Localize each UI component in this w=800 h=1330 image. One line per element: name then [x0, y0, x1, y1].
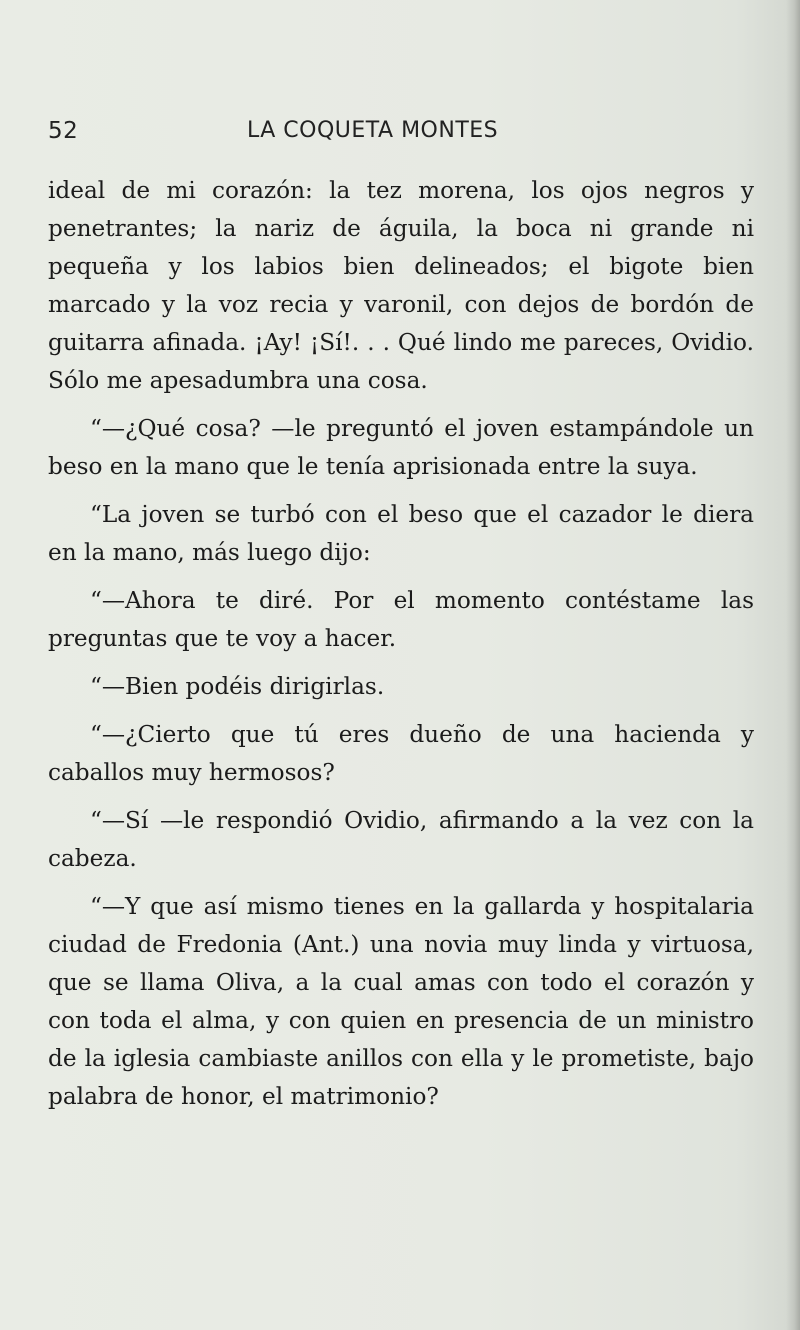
body-text — [48, 172, 754, 1116]
page-number: 52 — [48, 118, 79, 144]
running-title: LA COQUETA MONTES — [247, 118, 499, 143]
paragraph-dialogue: “—Sí —le respondió Ovidio, afirmando a la vez con la cabeza. — [48, 807, 754, 872]
page-edge-shadow — [786, 0, 800, 1330]
paragraph-narration: “La joven se turbó con el beso que el cazador le diera en la mano, más luego dijo: — [48, 501, 754, 566]
running-head — [48, 118, 753, 152]
paragraph-dialogue: “—¿Qué cosa? —le preguntó el joven estampándole un beso en la mano que le tenía aprisionada entre la suya. — [48, 415, 754, 480]
paragraph-dialogue: “—¿Cierto que tú eres dueño de una hacienda y caballos muy hermosos? — [48, 721, 754, 786]
paragraph-dialogue: “—Ahora te diré. Por el momento contéstame las preguntas que te voy a hacer. — [48, 587, 754, 652]
paragraph-continuation: ideal de mi corazón: la tez morena, los ojos negros y penetrantes; la nariz de águila, la boca ni grande ni pequeña y los labios bien delineados; el bigote bien marcado y la voz recia y varonil, con dejos de bordón de guitarra afinada. ¡Ay! ¡Sí!. . . Qué lindo me pareces, Ovidio. Sólo me apesadumbra una cosa. — [48, 177, 754, 394]
paragraph-dialogue: “—Y que así mismo tienes en la gallarda y hospitalaria ciudad de Fredonia (Ant.) una novia muy linda y virtuosa, que se llama Oliva, a la cual amas con todo el corazón y con toda el alma, y con quien en presencia de un ministro de la iglesia cambiaste anillos con ella y le prometiste, bajo palabra de honor, el matrimonio? — [48, 893, 754, 1110]
paragraph-dialogue: “—Bien podéis dirigirlas. — [90, 673, 385, 700]
